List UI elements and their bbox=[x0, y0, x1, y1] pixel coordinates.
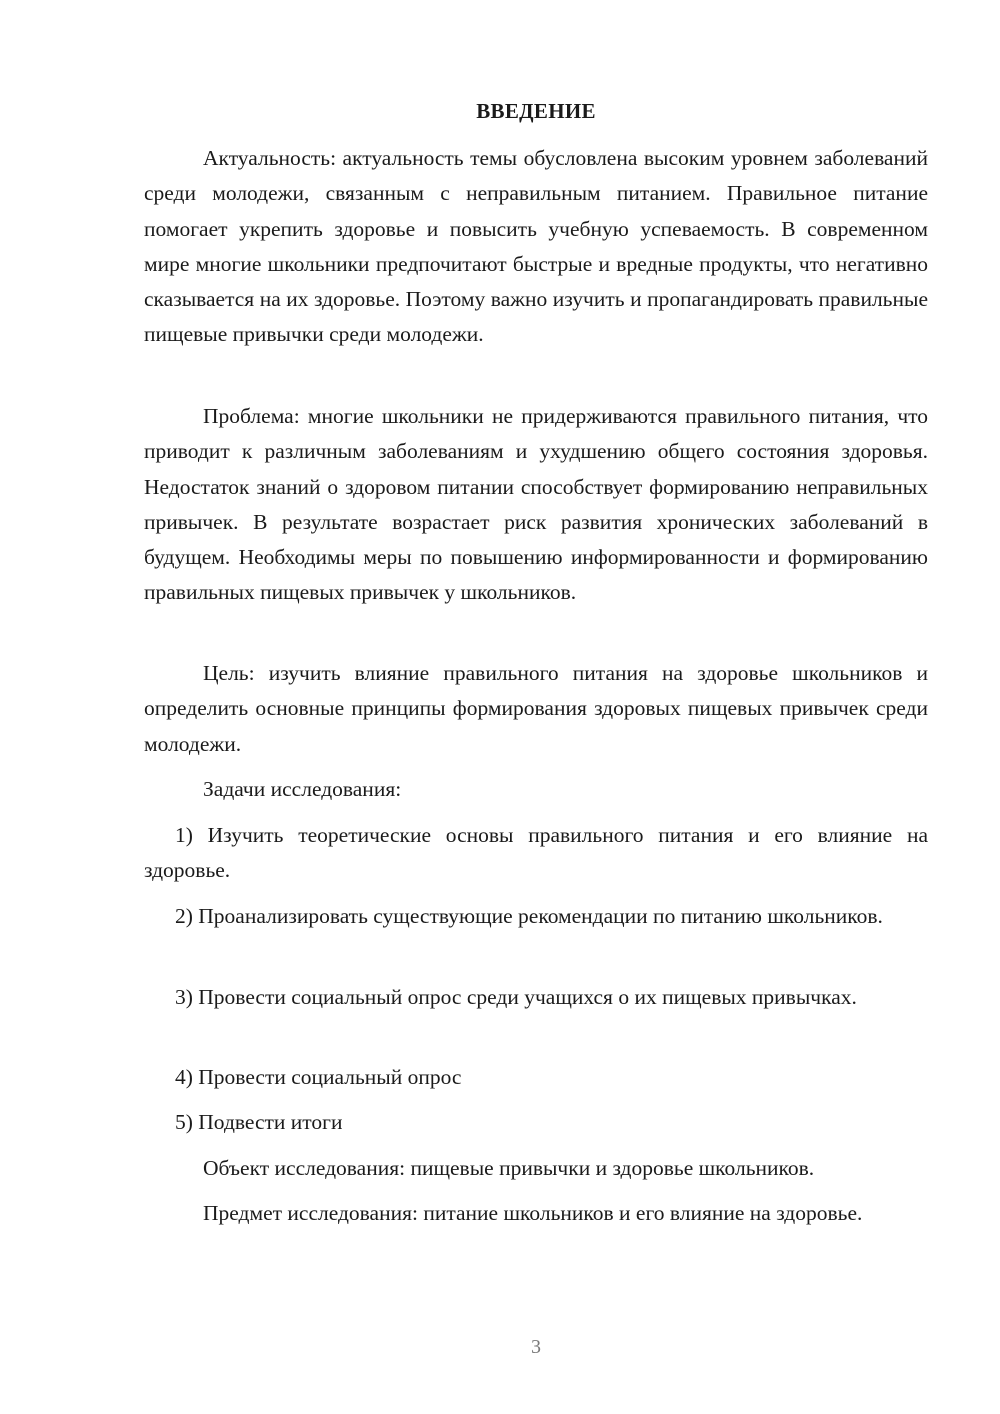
object-paragraph: Объект исследования: пищевые привычки и здоровье школьников. bbox=[203, 1156, 815, 1180]
task-item-1: 1) Изучить теоретические основы правильного питания и его влияние на здоровье. bbox=[144, 823, 928, 883]
goal-paragraph: Цель: изучить влияние правильного питания на здоровье школьников и определить основные принципы формирования здоровых пищевых привычек среди молодежи. bbox=[144, 661, 928, 756]
task-item-2: 2) Проанализировать существующие рекомендации по питанию школьников. bbox=[175, 904, 883, 928]
relevance-paragraph: Актуальность: актуальность темы обусловлена высоким уровнем заболеваний среди молодежи, связанным с неправильным питанием. Правильное питание помогает укрепить здоровье и повысить учебную успеваемость. В современном мире многие школьники предпочитают быстрые и вредные продукты, что негативно сказывается на их здоровье. Поэтому важно изучить и пропагандировать правильные пищевые привычки среди молодежи. bbox=[144, 146, 928, 347]
subject-paragraph: Предмет исследования: питание школьников и его влияние на здоровье. bbox=[203, 1201, 863, 1225]
tasks-heading: Задачи исследования: bbox=[203, 777, 402, 801]
problem-paragraph: Проблема: многие школьники не придерживаются правильного питания, что приводит к различным заболеваниям и ухудшению общего состояния здоровья. Недостаток знаний о здоровом питании способствует формированию неправильных привычек. В результате возрастает риск развития хронических заболеваний в будущем. Необходимы меры по повышению информированности и формированию правильных пищевых привычек у школьников. bbox=[144, 404, 928, 605]
task-item-4: 4) Провести социальный опрос bbox=[175, 1065, 462, 1089]
task-item-3: 3) Провести социальный опрос среди учащихся о их пищевых привычках. bbox=[175, 985, 857, 1009]
page-number: 3 bbox=[531, 1336, 541, 1358]
task-item-5: 5) Подвести итоги bbox=[175, 1110, 343, 1134]
page-title: ВВЕДЕНИЕ bbox=[476, 99, 596, 123]
